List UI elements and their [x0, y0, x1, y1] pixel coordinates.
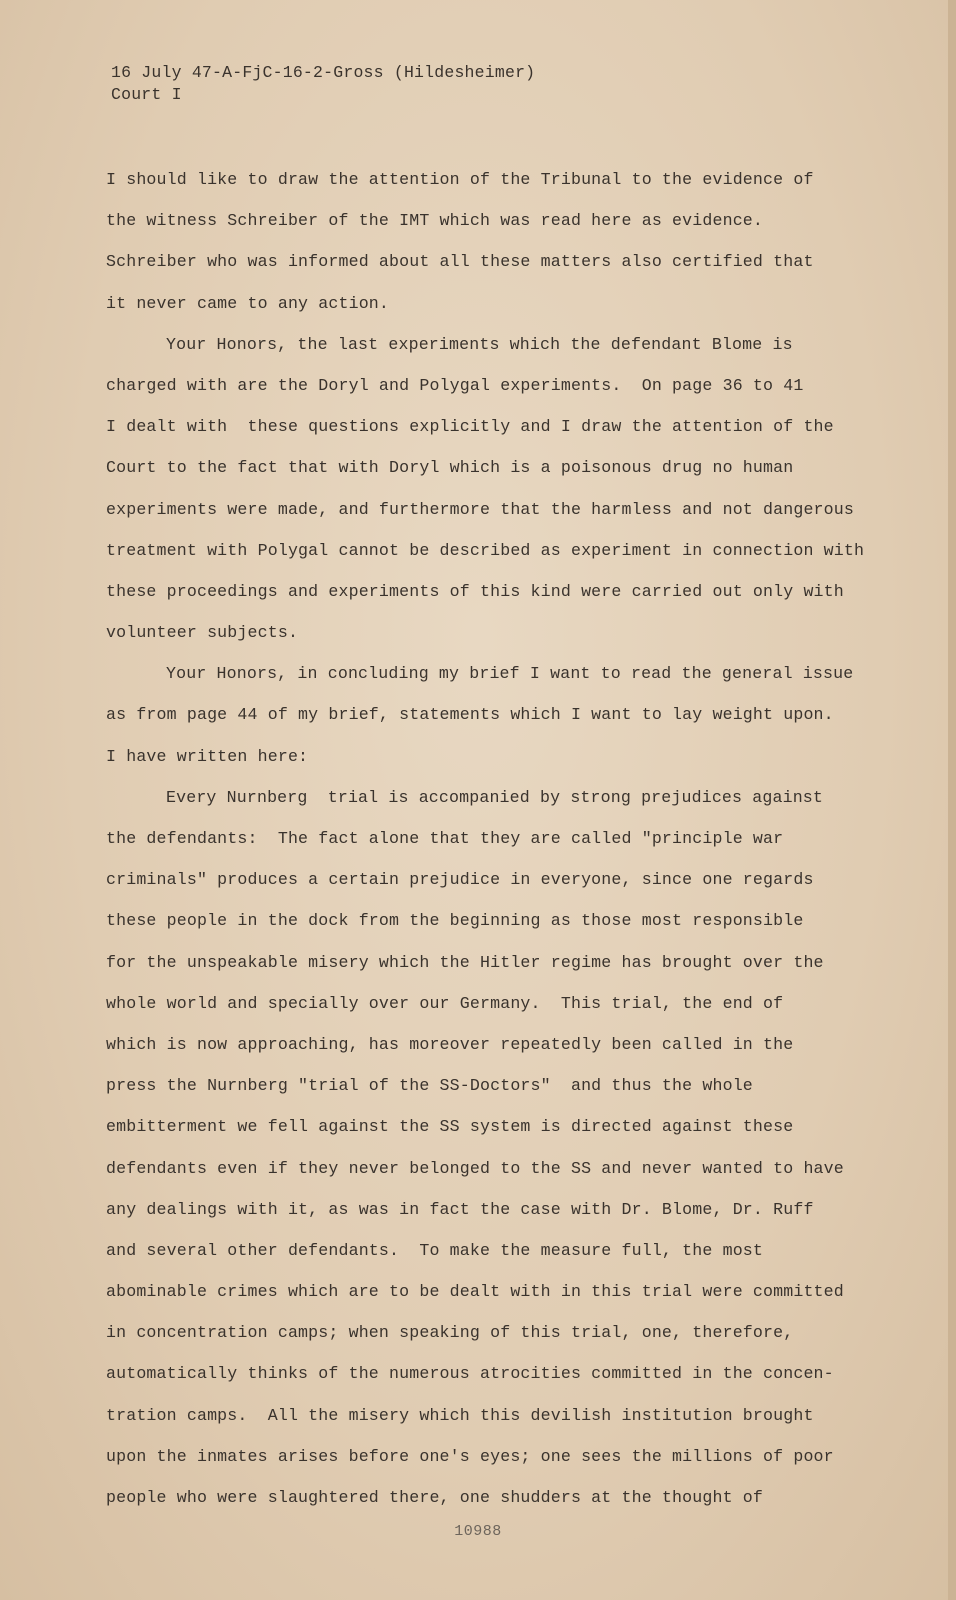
text-line: experiments were made, and furthermore that the harmless and not dangerous	[106, 499, 854, 519]
document-body	[106, 165, 896, 1524]
text-line: I have written here:	[106, 746, 309, 766]
text-line: I dealt with these questions explicitly and I draw the attention of the	[106, 417, 834, 437]
text-line: these people in the dock from the beginning as those most responsible	[106, 911, 804, 931]
header-court: Court I	[111, 85, 182, 104]
text-line: abominable crimes which are to be dealt with in this trial were committed	[106, 1282, 844, 1302]
text-line: in concentration camps; when speaking of this trial, one, therefore,	[106, 1323, 794, 1343]
text-line: it never came to any action.	[106, 293, 390, 313]
text-line: criminals" produces a certain prejudice in everyone, since one regards	[106, 870, 814, 890]
text-line: any dealings with it, as was in fact the case with Dr. Blome, Dr. Ruff	[106, 1199, 814, 1219]
text-line: Every Nurnberg trial is accompanied by strong prejudices against	[166, 787, 824, 807]
text-line: Court to the fact that with Doryl which is a poisonous drug no human	[106, 458, 794, 478]
text-line: Your Honors, in concluding my brief I want to read the general issue	[166, 664, 854, 684]
text-line: the witness Schreiber of the IMT which was read here as evidence.	[106, 211, 764, 231]
text-line: and several other defendants. To make the measure full, the most	[106, 1240, 764, 1260]
text-line: people who were slaughtered there, one shudders at the thought of	[106, 1488, 764, 1507]
text-line: for the unspeakable misery which the Hitler regime has brought over the	[106, 952, 824, 972]
text-line: I should like to draw the attention of the Tribunal to the evidence of	[106, 170, 814, 189]
text-line: defendants even if they never belonged to the SS and never wanted to have	[106, 1158, 844, 1178]
text-line: press the Nurnberg "trial of the SS-Doctors" and thus the whole	[106, 1076, 753, 1096]
page-number: 10988	[454, 1523, 502, 1540]
text-line: embitterment we fell against the SS system is directed against these	[106, 1117, 794, 1137]
text-line: Schreiber who was informed about all these matters also certified that	[106, 252, 814, 272]
document-header	[111, 62, 535, 106]
text-line: as from page 44 of my brief, statements which I want to lay weight upon.	[106, 705, 834, 725]
text-line: charged with are the Doryl and Polygal experiments. On page 36 to 41	[106, 375, 804, 395]
text-line: the defendants: The fact alone that they are called "principle war	[106, 829, 784, 848]
header-reference: 16 July 47-A-FjC-16-2-Gross (Hildesheimer)	[111, 63, 536, 82]
text-line: treatment with Polygal cannot be described as experiment in connection with	[106, 540, 865, 560]
page-edge	[948, 0, 956, 1600]
text-line: whole world and specially over our Germany. This trial, the end of	[106, 993, 784, 1013]
text-line: tration camps. All the misery which this devilish institution brought	[106, 1405, 814, 1425]
text-line: upon the inmates arises before one's eyes; one sees the millions of poor	[106, 1446, 834, 1466]
text-line: these proceedings and experiments of this kind were carried out only with	[106, 581, 844, 601]
text-line: which is now approaching, has moreover repeatedly been called in the	[106, 1034, 794, 1054]
text-line: volunteer subjects.	[106, 623, 299, 643]
text-line: automatically thinks of the numerous atrocities committed in the concen-	[106, 1364, 834, 1384]
text-line: Your Honors, the last experiments which the defendant Blome is	[166, 334, 793, 354]
